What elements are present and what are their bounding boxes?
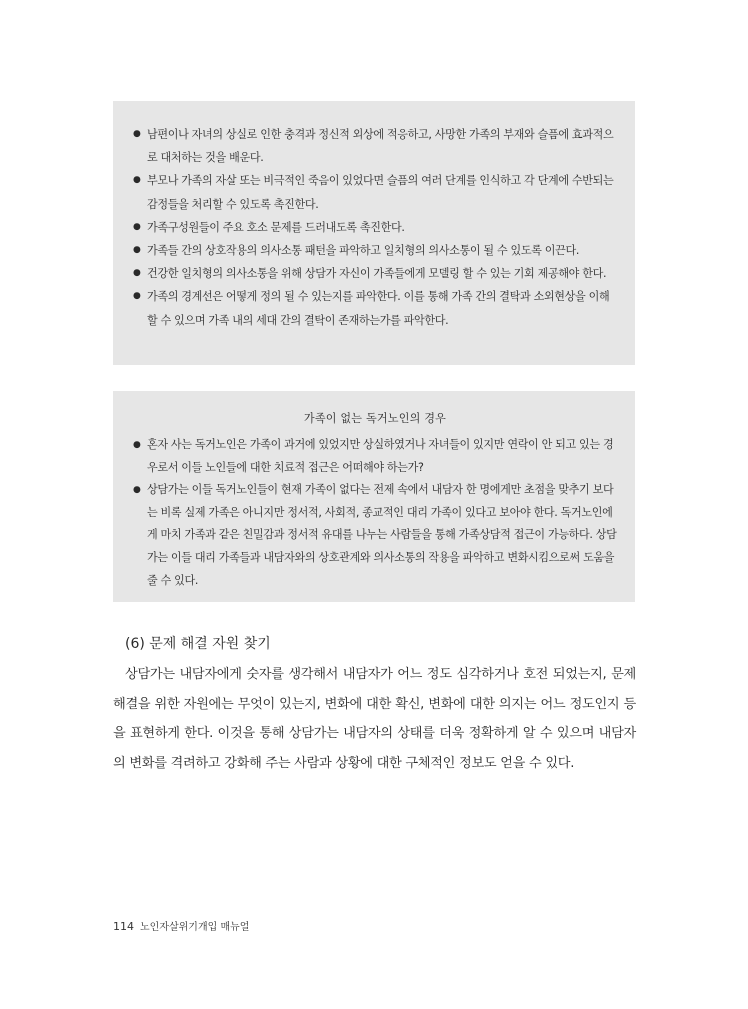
list-item [133, 169, 617, 215]
bullet-icon: ● [133, 129, 141, 139]
list-item-text: 건강한 일치형의 의사소통을 위해 상담가 자신이 가족들에게 모델링 할 수 있는 기회 제공해야 한다. [147, 267, 607, 281]
elderly-alone-list [133, 434, 617, 592]
goals-list [133, 123, 617, 332]
elderly-alone-box [113, 391, 635, 602]
bullet-icon: ● [133, 175, 141, 186]
list-item [133, 216, 617, 239]
goals-box [113, 101, 635, 365]
bullet-icon: ● [133, 485, 141, 496]
bullet-icon: ● [133, 440, 141, 450]
list-item [133, 479, 617, 592]
list-item-text: 가족의 경계선은 어떻게 정의 될 수 있는지를 파악한다. 이를 통해 가족 간의 결탁과 소외현상을 이해할 수 있으며 가족 내의 세대 간의 결탁이 존재하는가를 파악한다. [147, 290, 610, 327]
list-item-text: 부모나 가족의 자살 또는 비극적인 죽음이 있었다면 슬픔의 여러 단계를 인식하고 각 단계에 수반되는 감정들을 처리할 수 있도록 촉진한다. [147, 174, 614, 211]
list-item-text: 상담가는 이들 독거노인들이 현재 가족이 없다는 전제 속에서 내담자 한 명에게만 초점을 맞추기 보다는 비록 실제 가족은 아니지만 정서적, 사회적, 종교적인 대리 가족이 있다고 보아야 한다. 독거노인에게 마치 가족과 같은 친밀감과 정서적 유대를 나누는 사람들을 통해 가족상담적 접근이 가능하다. 상담가는 이들 대리 가족들과 내담자와의 상호관계와 의사소통의 작용을 파악하고 변화시킴으로써 도움을 줄 수 있다. [147, 483, 617, 587]
list-item [133, 239, 617, 262]
list-item [133, 123, 617, 169]
list-item [133, 285, 617, 331]
bullet-icon: ● [133, 245, 141, 256]
manual-title: 노인자살위기개입 매뉴얼 [140, 922, 250, 933]
bullet-icon: ● [133, 268, 141, 279]
list-item-text: 가족들 간의 상호작용의 의사소통 패턴을 파악하고 일치형의 의사소통이 될 수 있도록 이끈다. [147, 244, 580, 258]
list-item [133, 262, 617, 285]
bullet-icon: ● [133, 291, 141, 302]
section-paragraph: 상담가는 내담자에게 숫자를 생각해서 내담자가 어느 정도 심각하거나 호전 되었는지, 문제해결을 위한 자원에는 무엇이 있는지, 변화에 대한 확신, 변화에 대한 의지는 어느 정도인지 등을 표현하게 한다. 이것을 통해 상담가는 내담자의 상태를 더욱 정확하게 알 수 있으며 내담자의 변화를 격려하고 강화해 주는 사람과 상황에 대한 구체적인 정보도 얻을 수 있다. [113, 667, 636, 771]
page-number: 114 [113, 920, 134, 933]
section-heading: (6) 문제 해결 자원 찾기 [125, 636, 271, 652]
list-item-text: 혼자 사는 독거노인은 가족이 과거에 있었지만 상실하였거나 자녀들이 있지만 연락이 안 되고 있는 경우로서 이들 노인들에 대한 치료적 접근은 어떠해야 하는가? [147, 438, 614, 474]
list-item-text: 가족구성원들이 주요 호소 문제를 드러내도록 촉진한다. [147, 220, 405, 234]
bullet-icon: ● [133, 221, 141, 232]
box-title: 가족이 없는 독거노인의 경우 [303, 412, 447, 425]
resource-section [113, 632, 636, 778]
list-item-text: 남편이나 자녀의 상실로 인한 충격과 정신적 외상에 적응하고, 사망한 가족의 부재와 슬픔에 효과적으로 대처하는 것을 배운다. [147, 128, 614, 165]
list-item [133, 434, 617, 479]
page-footer [113, 918, 249, 933]
